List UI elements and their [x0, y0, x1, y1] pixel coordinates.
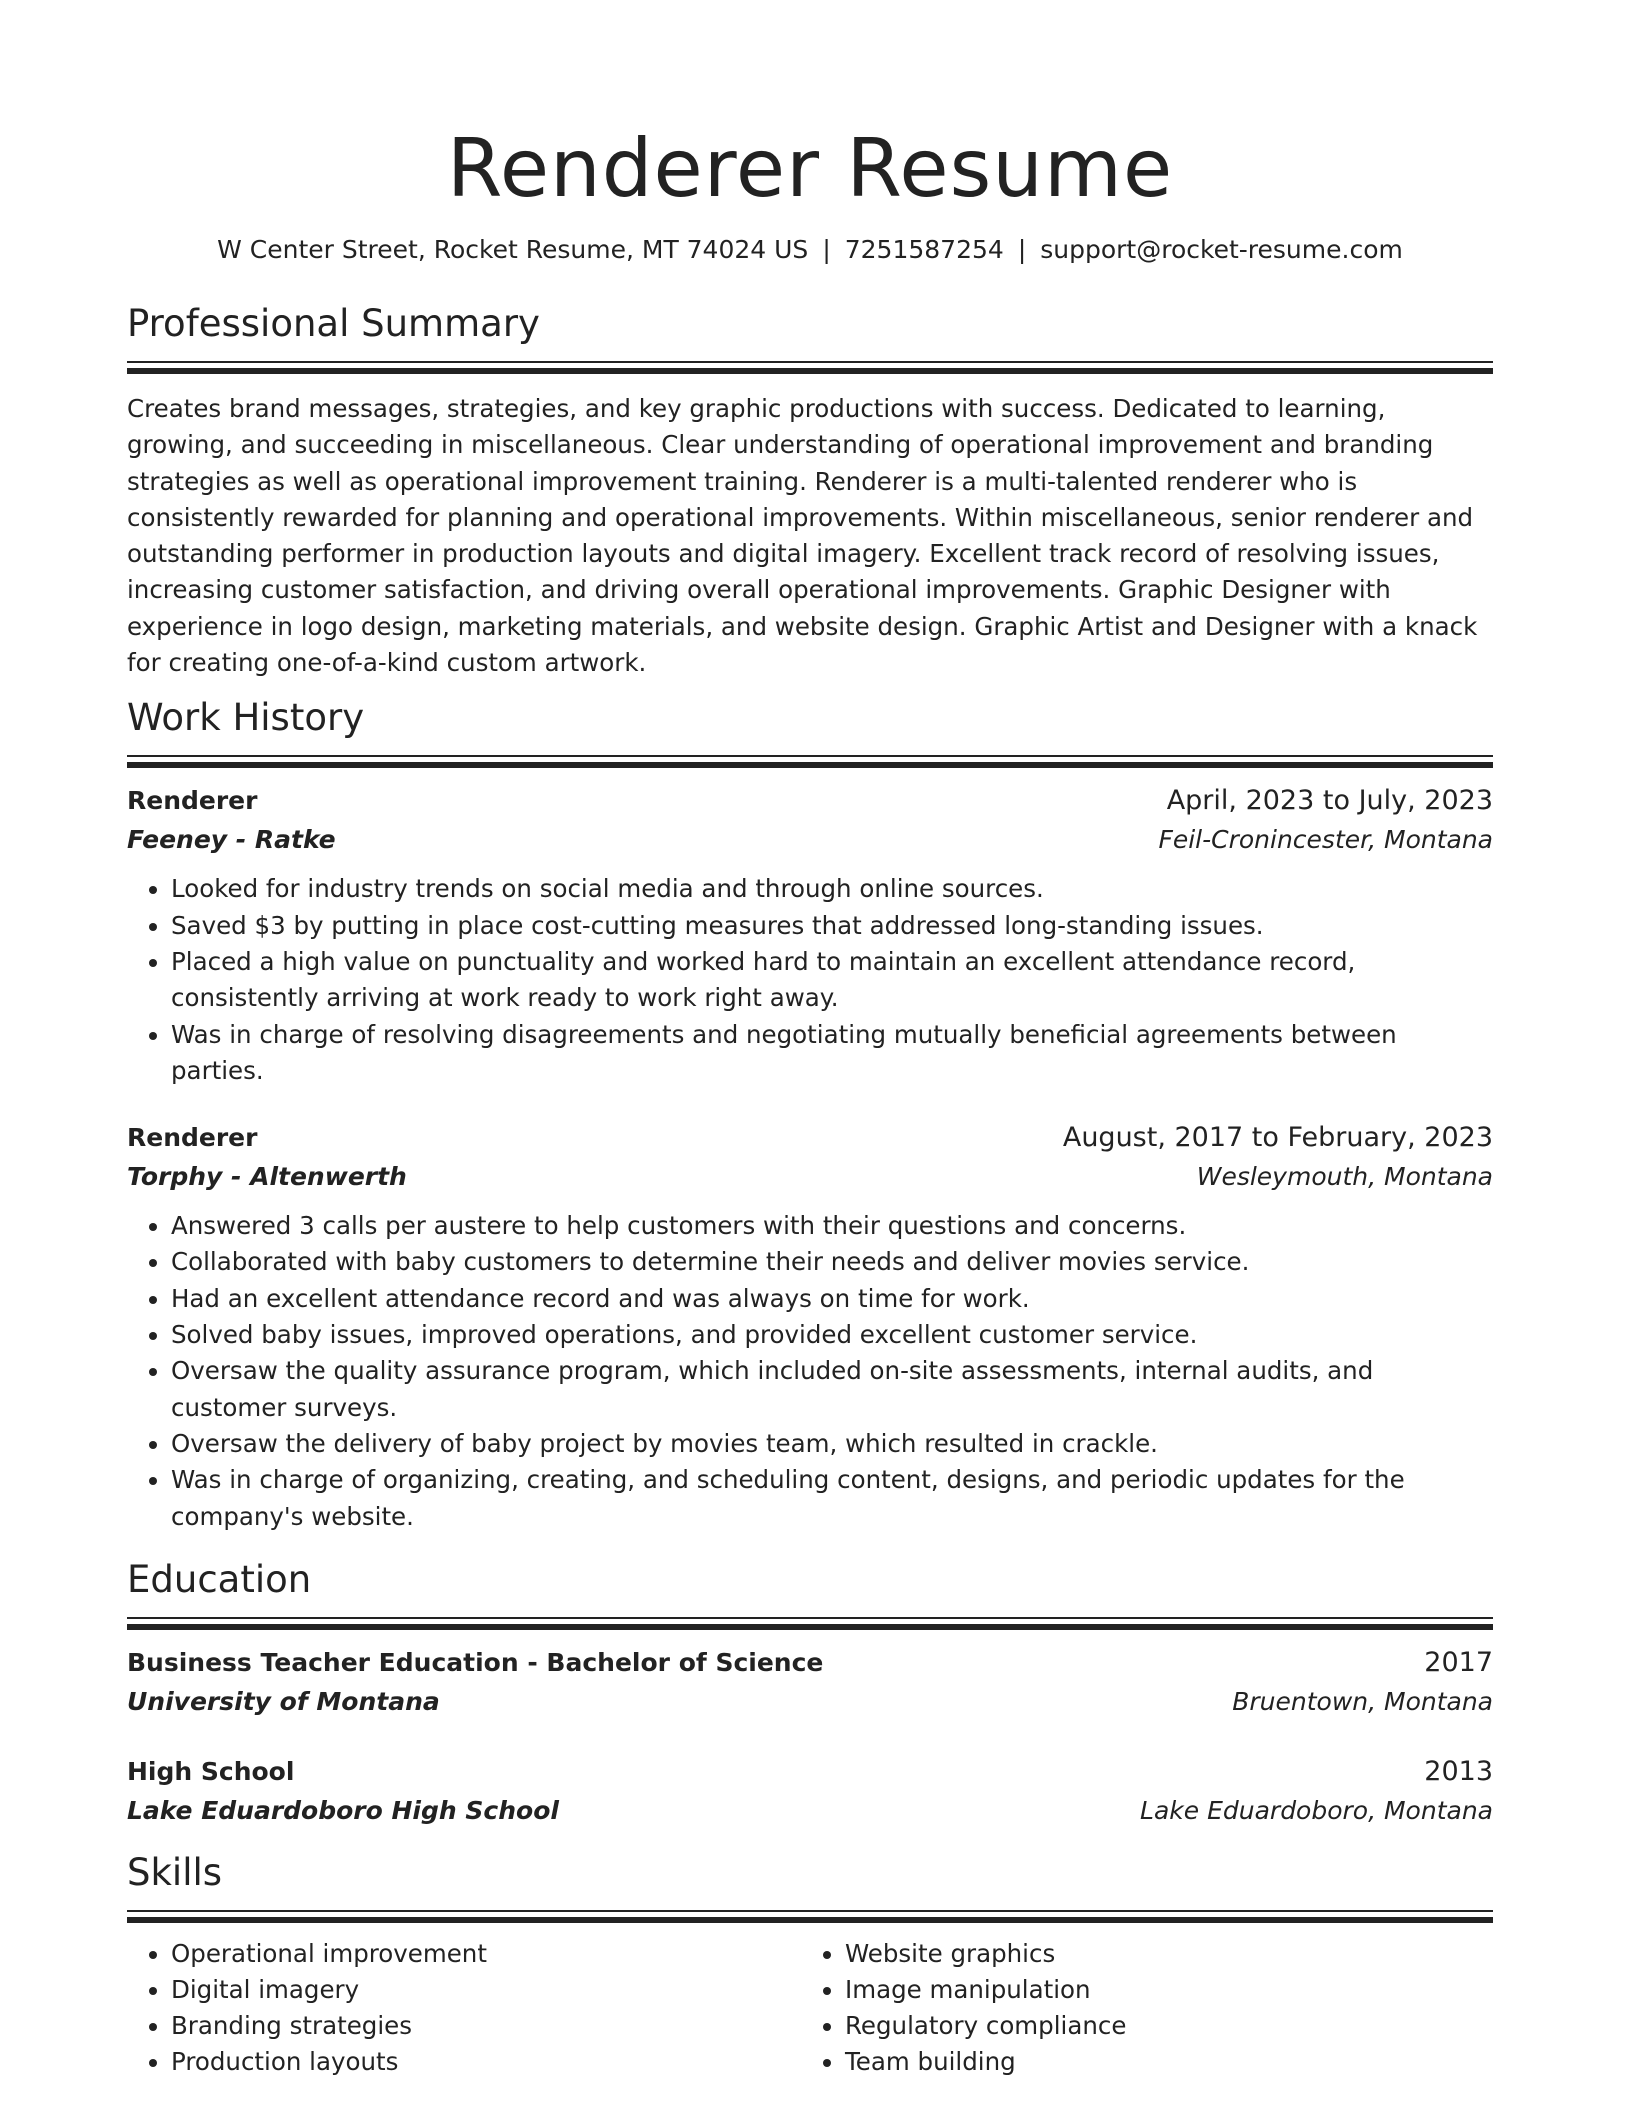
contact-email: support@rocket-resume.com	[1040, 235, 1403, 264]
job-bullet: • Oversaw the delivery of baby project by movies team, which resulted in crackle.	[171, 1426, 1493, 1462]
job-location: Wesleymouth, Montana	[1196, 1162, 1493, 1192]
job-bullet: • Was in charge of organizing, creating, and scheduling content, designs, and periodic updates for the company's website.	[171, 1462, 1493, 1535]
section-title-skills: Skills	[127, 1850, 223, 1894]
resume-name: Renderer Resume	[446, 122, 1174, 215]
education-location: Lake Eduardoboro, Montana	[1140, 1795, 1493, 1825]
contact-separator: |	[1017, 235, 1027, 264]
section-divider	[127, 1910, 1493, 1922]
section-title-education: Education	[127, 1557, 312, 1601]
skill-item: • Regulatory compliance	[845, 2008, 1475, 2044]
job-bullet: • Saved $3 by putting in place cost-cutting measures that addressed long-standing issues.	[171, 908, 1493, 944]
section-title-summary: Professional Summary	[127, 302, 540, 345]
job-dates: April, 2023 to July, 2023	[1166, 785, 1493, 817]
education-location: Bruentown, Montana	[1232, 1686, 1493, 1716]
skills-section	[127, 1850, 1493, 2080]
skill-item: • Operational improvement	[171, 1936, 801, 1972]
job-entry	[127, 1118, 1493, 1535]
section-divider	[127, 1617, 1493, 1629]
contact-address: W Center Street, Rocket Resume, MT 74024 US	[217, 235, 809, 264]
job-bullet: • Looked for industry trends on social media and through online sources.	[171, 871, 1493, 907]
skill-item: • Team building	[845, 2044, 1475, 2080]
section-divider	[127, 361, 1493, 373]
skill-item: • Digital imagery	[171, 1972, 801, 2008]
section-divider	[127, 755, 1493, 767]
skill-item: • Production layouts	[171, 2044, 801, 2080]
summary-section	[127, 301, 1493, 681]
job-bullet: • Oversaw the quality assurance program, which included on-site assessments, internal audits, and customer surveys.	[171, 1353, 1493, 1426]
skill-item: • Image manipulation	[845, 1972, 1475, 2008]
education-year: 2013	[1424, 1755, 1493, 1787]
contact-line	[127, 233, 1493, 267]
job-bullet: • Was in charge of resolving disagreements and negotiating mutually beneficial agreements between parties.	[171, 1017, 1493, 1090]
job-bullet: • Placed a high value on punctuality and worked hard to maintain an excellent attendance record, consistently arriving at work ready to work right away.	[171, 944, 1493, 1017]
section-title-work: Work History	[127, 696, 365, 740]
education-year: 2017	[1424, 1646, 1493, 1678]
contact-phone: 7251587254	[844, 235, 1004, 264]
job-title: Renderer	[127, 786, 258, 816]
summary-text: Creates brand messages, strategies, and key graphic productions with success. Dedicated to learning, growing, and succeeding in miscellaneous. Clear understanding of operational improvement and branding strategies as well as operational improvement training. Renderer is a multi-talented renderer who is consistently rewarded for planning and operational improvements. Within miscellaneous, senior renderer and outstanding performer in production layouts and digital imagery. Excellent track record of resolving issues, increasing customer satisfaction, and driving overall operational improvements. Graphic Designer with experience in logo design, marketing materials, and website design. Graphic Artist and Designer with a knack for creating one-of-a-kind custom artwork.	[127, 394, 1478, 678]
skills-columns	[127, 1936, 1493, 2080]
job-dates: August, 2017 to February, 2023	[1062, 1122, 1493, 1154]
education-degree: High School	[127, 1756, 295, 1786]
skills-list-right	[801, 1936, 1475, 2080]
job-bullets	[127, 871, 1493, 1089]
education-entry	[127, 1643, 1493, 1721]
job-entry	[127, 781, 1493, 1089]
resume-page	[127, 0, 1493, 2080]
skill-item: • Branding strategies	[171, 2008, 801, 2044]
job-title: Renderer	[127, 1123, 258, 1153]
job-bullet: • Solved baby issues, improved operations, and provided excellent customer service.	[171, 1317, 1493, 1353]
education-school: Lake Eduardoboro High School	[127, 1795, 559, 1825]
job-company: Feeney - Ratke	[127, 825, 336, 855]
job-bullet: • Answered 3 calls per austere to help customers with their questions and concerns.	[171, 1208, 1493, 1244]
education-entry	[127, 1752, 1493, 1830]
job-company: Torphy - Altenwerth	[127, 1162, 407, 1192]
work-section	[127, 695, 1493, 1534]
education-school: University of Montana	[127, 1686, 440, 1716]
job-location: Feil-Cronincester, Montana	[1158, 825, 1493, 855]
skill-item: • Website graphics	[845, 1936, 1475, 1972]
education-section	[127, 1557, 1493, 1830]
job-bullet: • Collaborated with baby customers to determine their needs and deliver movies service.	[171, 1244, 1493, 1280]
skills-list-left	[127, 1936, 801, 2080]
education-degree: Business Teacher Education - Bachelor of Science	[127, 1647, 824, 1677]
job-bullets	[127, 1208, 1493, 1535]
contact-separator: |	[822, 235, 831, 264]
job-bullet: • Had an excellent attendance record and was always on time for work.	[171, 1281, 1493, 1317]
